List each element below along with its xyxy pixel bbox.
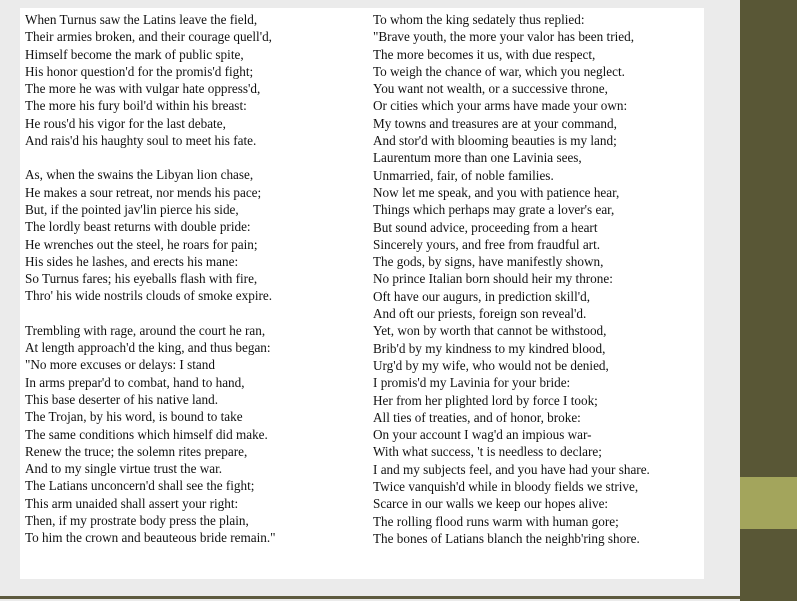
poem-line: When Turnus saw the Latins leave the field,: [25, 12, 258, 27]
poem-line: My towns and treasures are at your command,: [373, 115, 617, 131]
poem-line: Yet, won by worth that cannot be withstood,: [373, 323, 607, 339]
poem-line: All ties of treaties, and of honor, broke:: [373, 409, 581, 425]
poem-line: Himself become the mark of public spite,: [25, 46, 244, 62]
poem-line: But sound advice, proceeding from a heart: [373, 219, 598, 235]
poem-line: Thro' his wide nostrils clouds of smoke expire.: [25, 288, 273, 304]
poem-line: On your account I wag'd an impious war-: [373, 427, 592, 443]
bottom-rule: [0, 596, 740, 599]
poem-line: The rolling flood runs warm with human gore;: [373, 513, 619, 529]
poem-line: This arm unaided shall assert your right:: [25, 495, 239, 511]
poem-line: Sincerely yours, and free from fraudful art.: [373, 236, 601, 252]
poem-line: "No more excuses or delays: I stand: [25, 357, 215, 373]
poem-line: To him the crown and beauteous bride remain.": [25, 530, 276, 546]
poem-line: Twice vanquish'd while in bloody fields we strive,: [373, 479, 639, 495]
stanza-3: [25, 322, 355, 547]
poem-line: The more becomes it us, with due respect,: [373, 46, 596, 62]
poem-line: Scarce in our walls we keep our hopes alive:: [373, 496, 609, 512]
poem-line: But, if the pointed jav'lin pierce his side,: [25, 201, 239, 217]
poem-line: The lordly beast returns with double pride:: [25, 219, 251, 235]
stanza-2: [25, 166, 355, 304]
side-accent-block: [740, 477, 797, 529]
poem-line: The more he was with vulgar hate oppress'd,: [25, 81, 261, 97]
poem-line: To weigh the chance of war, which you neglect.: [373, 63, 625, 79]
right-column: [373, 11, 698, 547]
poem-line: With what success, 't is needless to declare;: [373, 444, 602, 460]
poem-line: This base deserter of his native land.: [25, 391, 218, 407]
poem-line: Or cities which your arms have made your own:: [373, 98, 628, 114]
poem-line: Things which perhaps may grate a lover's ear,: [373, 202, 615, 218]
poem-line: Then, if my prostrate body press the plain,: [25, 513, 249, 529]
poem-line: Unmarried, fair, of noble families.: [373, 167, 554, 183]
poem-line: I and my subjects feel, and you have had your share.: [373, 461, 650, 477]
poem-line: Now let me speak, and you with patience hear,: [373, 184, 620, 200]
poem-line: Urg'd by my wife, who would not be denied,: [373, 357, 609, 373]
poem-line: As, when the swains the Libyan lion chase,: [25, 167, 254, 183]
poem-line: No prince Italian born should heir my throne:: [373, 271, 613, 287]
poem-line: The bones of Latians blanch the neighb'ring shore.: [373, 530, 640, 546]
poem-line: Oft have our augurs, in prediction skill'd,: [373, 288, 590, 304]
poem-line: Trembling with rage, around the court he ran,: [25, 322, 266, 338]
poem-line: The Trojan, by his word, is bound to take: [25, 409, 243, 425]
poem-line: The Latians unconcern'd shall see the fight;: [25, 478, 255, 494]
stanza-1: [25, 11, 355, 149]
poem-line: He wrenches out the steel, he roars for pain;: [25, 236, 258, 252]
left-column: [25, 11, 355, 547]
poem-line: And oft our priests, foreign son reveal'd.: [373, 306, 587, 322]
poem-line: His sides he lashes, and erects his mane:: [25, 253, 239, 269]
poem-line: Brib'd by my kindness to my kindred blood,: [373, 340, 606, 356]
poem-line: Laurentum more than one Lavinia sees,: [373, 150, 582, 166]
poem-line: And to my single virtue trust the war.: [25, 461, 223, 477]
poem-line: To whom the king sedately thus replied:: [373, 12, 585, 27]
poem-line: I promis'd my Lavinia for your bride:: [373, 375, 571, 391]
poem-line: He makes a sour retreat, nor mends his pace;: [25, 184, 262, 200]
poem-line: At length approach'd the king, and thus began:: [25, 340, 271, 356]
poem-line: "Brave youth, the more your valor has been tried,: [373, 29, 634, 45]
poem-line: The more his fury boil'd within his breast:: [25, 98, 247, 114]
poem-line: Their armies broken, and their courage quell'd,: [25, 29, 272, 45]
poem-line: The gods, by signs, have manifestly shown,: [373, 254, 604, 270]
poem-line: The same conditions which himself did make.: [25, 426, 268, 442]
poem-line: His honor question'd for the promis'd fight;: [25, 63, 254, 79]
poem-line: And rais'd his haughty soul to meet his fate.: [25, 133, 257, 149]
poem-line: In arms prepar'd to combat, hand to hand,: [25, 374, 245, 390]
poem-line: And stor'd with blooming beauties is my land;: [373, 133, 617, 149]
poem-line: Her from her plighted lord by force I took;: [373, 392, 598, 408]
poem-line: Renew the truce; the solemn rites prepare,: [25, 443, 248, 459]
poem-page: [20, 8, 704, 579]
poem-line: So Turnus fares; his eyeballs flash with fire,: [25, 271, 258, 287]
poem-line: You want not wealth, or a successive throne,: [373, 81, 608, 97]
poem-line: He rous'd his vigor for the last debate,: [25, 115, 226, 131]
